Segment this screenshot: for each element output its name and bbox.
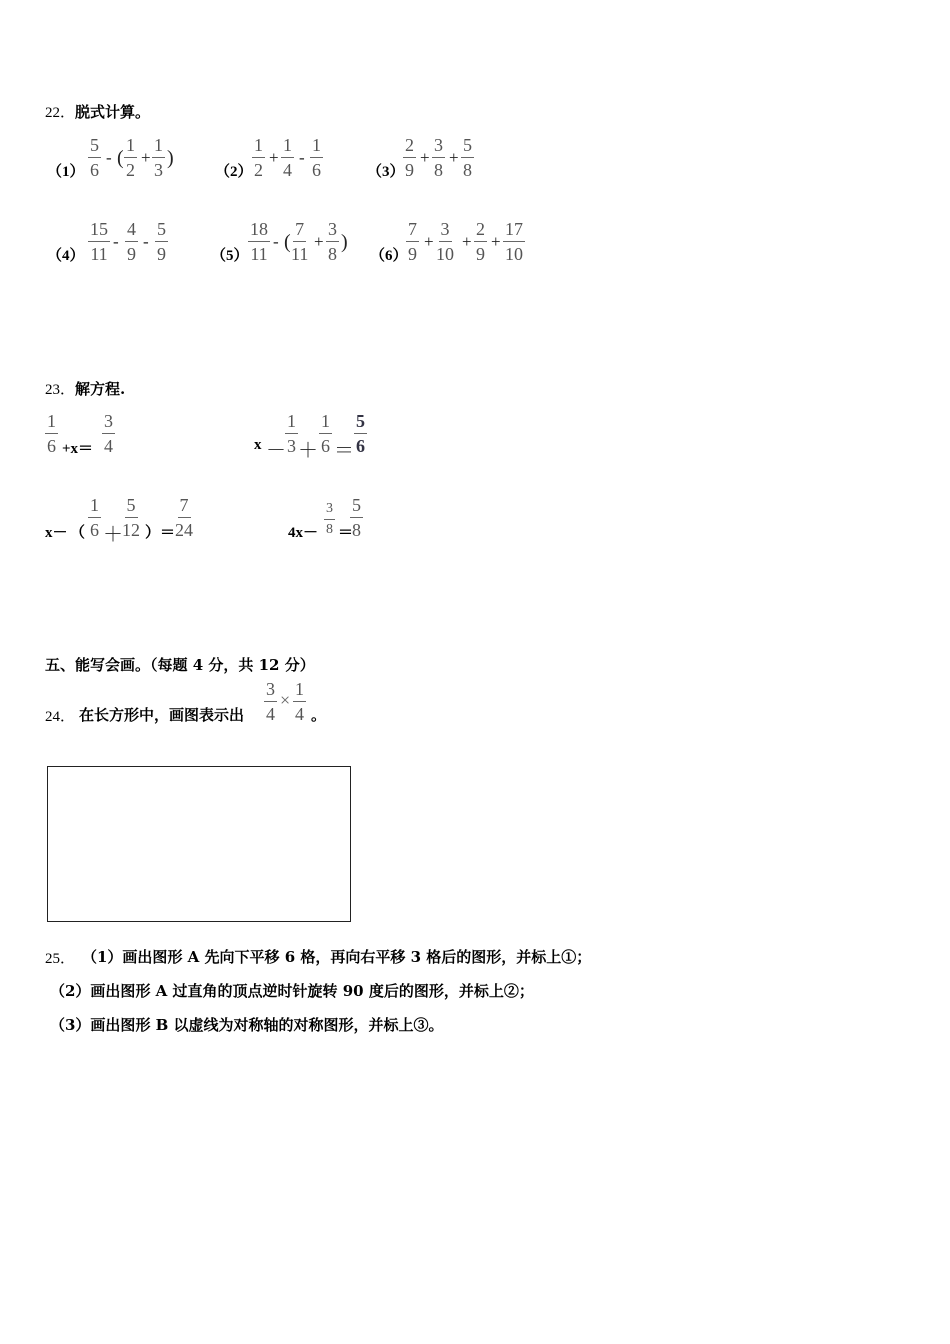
q23-number: 23． — [45, 382, 76, 398]
operator: - — [106, 148, 112, 167]
fraction: $\frac{2}{9}$ — [405, 135, 414, 180]
fraction: $\frac{1}{4}$ — [295, 679, 304, 724]
q24-number: 24． — [45, 709, 76, 725]
operator: - — [143, 232, 149, 251]
fraction: $\frac{5}{9}$ — [157, 219, 166, 264]
fraction: $\frac{7}{9}$ — [408, 219, 417, 264]
item-label: （1） — [47, 164, 85, 180]
operator: - — [273, 232, 279, 251]
operator: + — [314, 232, 324, 251]
q22-number: 22． — [45, 105, 76, 121]
operator: ＝ — [338, 525, 354, 541]
section-5-title: 五、能写会画。（每题 4 分，共 12 分） — [45, 656, 315, 674]
q25-line-1: （1）画出图形 A 先向下平移 6 格，再向右平移 3 格后的图形，并标上①； — [82, 948, 592, 966]
operator: + — [141, 148, 151, 167]
fraction: $\frac{5}{8}$ — [463, 135, 472, 180]
fraction: $\frac{2}{9}$ — [476, 219, 485, 264]
fraction: $\frac{3}{10}$ — [436, 219, 454, 264]
operator: + — [449, 148, 459, 167]
fraction: $\frac{1}{6}$ — [312, 135, 321, 180]
operator: + — [491, 232, 501, 251]
operator: + — [269, 148, 279, 167]
fraction: $\frac{3}{4}$ — [104, 411, 113, 456]
item-label: （5） — [211, 248, 249, 264]
operator: － — [266, 440, 286, 462]
operator: + — [420, 148, 430, 167]
fraction: $\frac{1}{3}$ — [287, 411, 296, 456]
q23-title: 解方程. — [75, 380, 126, 398]
fraction: $\frac{3}{8}$ — [326, 501, 333, 537]
paren: ) — [341, 231, 348, 253]
operator: - — [299, 148, 305, 167]
q25-number: 25． — [45, 951, 76, 967]
fraction: $\frac{4}{9}$ — [127, 219, 136, 264]
fraction: $\frac{5}{12}$ — [122, 495, 140, 540]
paren: ) — [167, 147, 174, 169]
fraction: $\frac{1}{4}$ — [283, 135, 292, 180]
q22-title: 脱式计算。 — [75, 103, 151, 121]
item-label: （6） — [370, 248, 408, 264]
operator: + — [462, 232, 472, 251]
operator: ＋ — [298, 440, 318, 462]
equation-text: x — [254, 437, 262, 453]
fraction: $\frac{1}{6}$ — [321, 411, 330, 456]
equation-text: +x＝ — [62, 441, 94, 457]
drawing-rectangle[interactable] — [47, 766, 351, 922]
fraction: $\frac{5}{8}$ — [352, 495, 361, 540]
item-label: （2） — [215, 164, 253, 180]
operator: ＝ — [334, 440, 354, 462]
fraction: $\frac{3}{4}$ — [266, 679, 275, 724]
q24-end: 。 — [311, 706, 327, 724]
q22-heading — [45, 101, 150, 122]
fraction: $\frac{3}{8}$ — [434, 135, 443, 180]
q23-heading — [45, 378, 125, 399]
q25-line-2: （2）画出图形 A 过直角的顶点逆时针旋转 90 度后的图形，并标上②； — [50, 982, 534, 1000]
fraction: $\frac{5}{6}$ — [90, 135, 99, 180]
operator: ＋ — [103, 524, 123, 546]
paren: ( — [117, 147, 124, 169]
fraction: $\frac{5}{6}$ — [356, 411, 365, 456]
fraction: $\frac{7}{24}$ — [175, 495, 193, 540]
fraction: $\frac{1}{3}$ — [154, 135, 163, 180]
q24-text: 在长方形中，画图表示出 — [79, 706, 245, 724]
fraction: $\frac{3}{8}$ — [328, 219, 337, 264]
fraction: $\frac{1}{2}$ — [254, 135, 263, 180]
paren: ）＝ — [145, 525, 176, 541]
paren: （ — [70, 525, 86, 541]
fraction: $\frac{7}{11}$ — [291, 219, 309, 264]
fraction: $\frac{18}{11}$ — [250, 219, 268, 264]
paren: ( — [284, 231, 291, 253]
equation-text: 4x－ — [288, 525, 319, 541]
fraction: $\frac{1}{6}$ — [47, 411, 56, 456]
item-label: （4） — [47, 248, 85, 264]
equation-text: x－ — [45, 525, 68, 541]
operator: × — [280, 690, 291, 710]
operator: + — [424, 232, 434, 251]
fraction: $\frac{17}{10}$ — [505, 219, 523, 264]
q25-line-3: （3）画出图形 B 以虚线为对称轴的对称图形，并标上③。 — [50, 1016, 444, 1034]
item-label: （3） — [367, 164, 405, 180]
fraction: $\frac{15}{11}$ — [90, 219, 108, 264]
fraction: $\frac{1}{2}$ — [126, 135, 135, 180]
fraction: $\frac{1}{6}$ — [90, 495, 99, 540]
operator: - — [113, 232, 119, 251]
